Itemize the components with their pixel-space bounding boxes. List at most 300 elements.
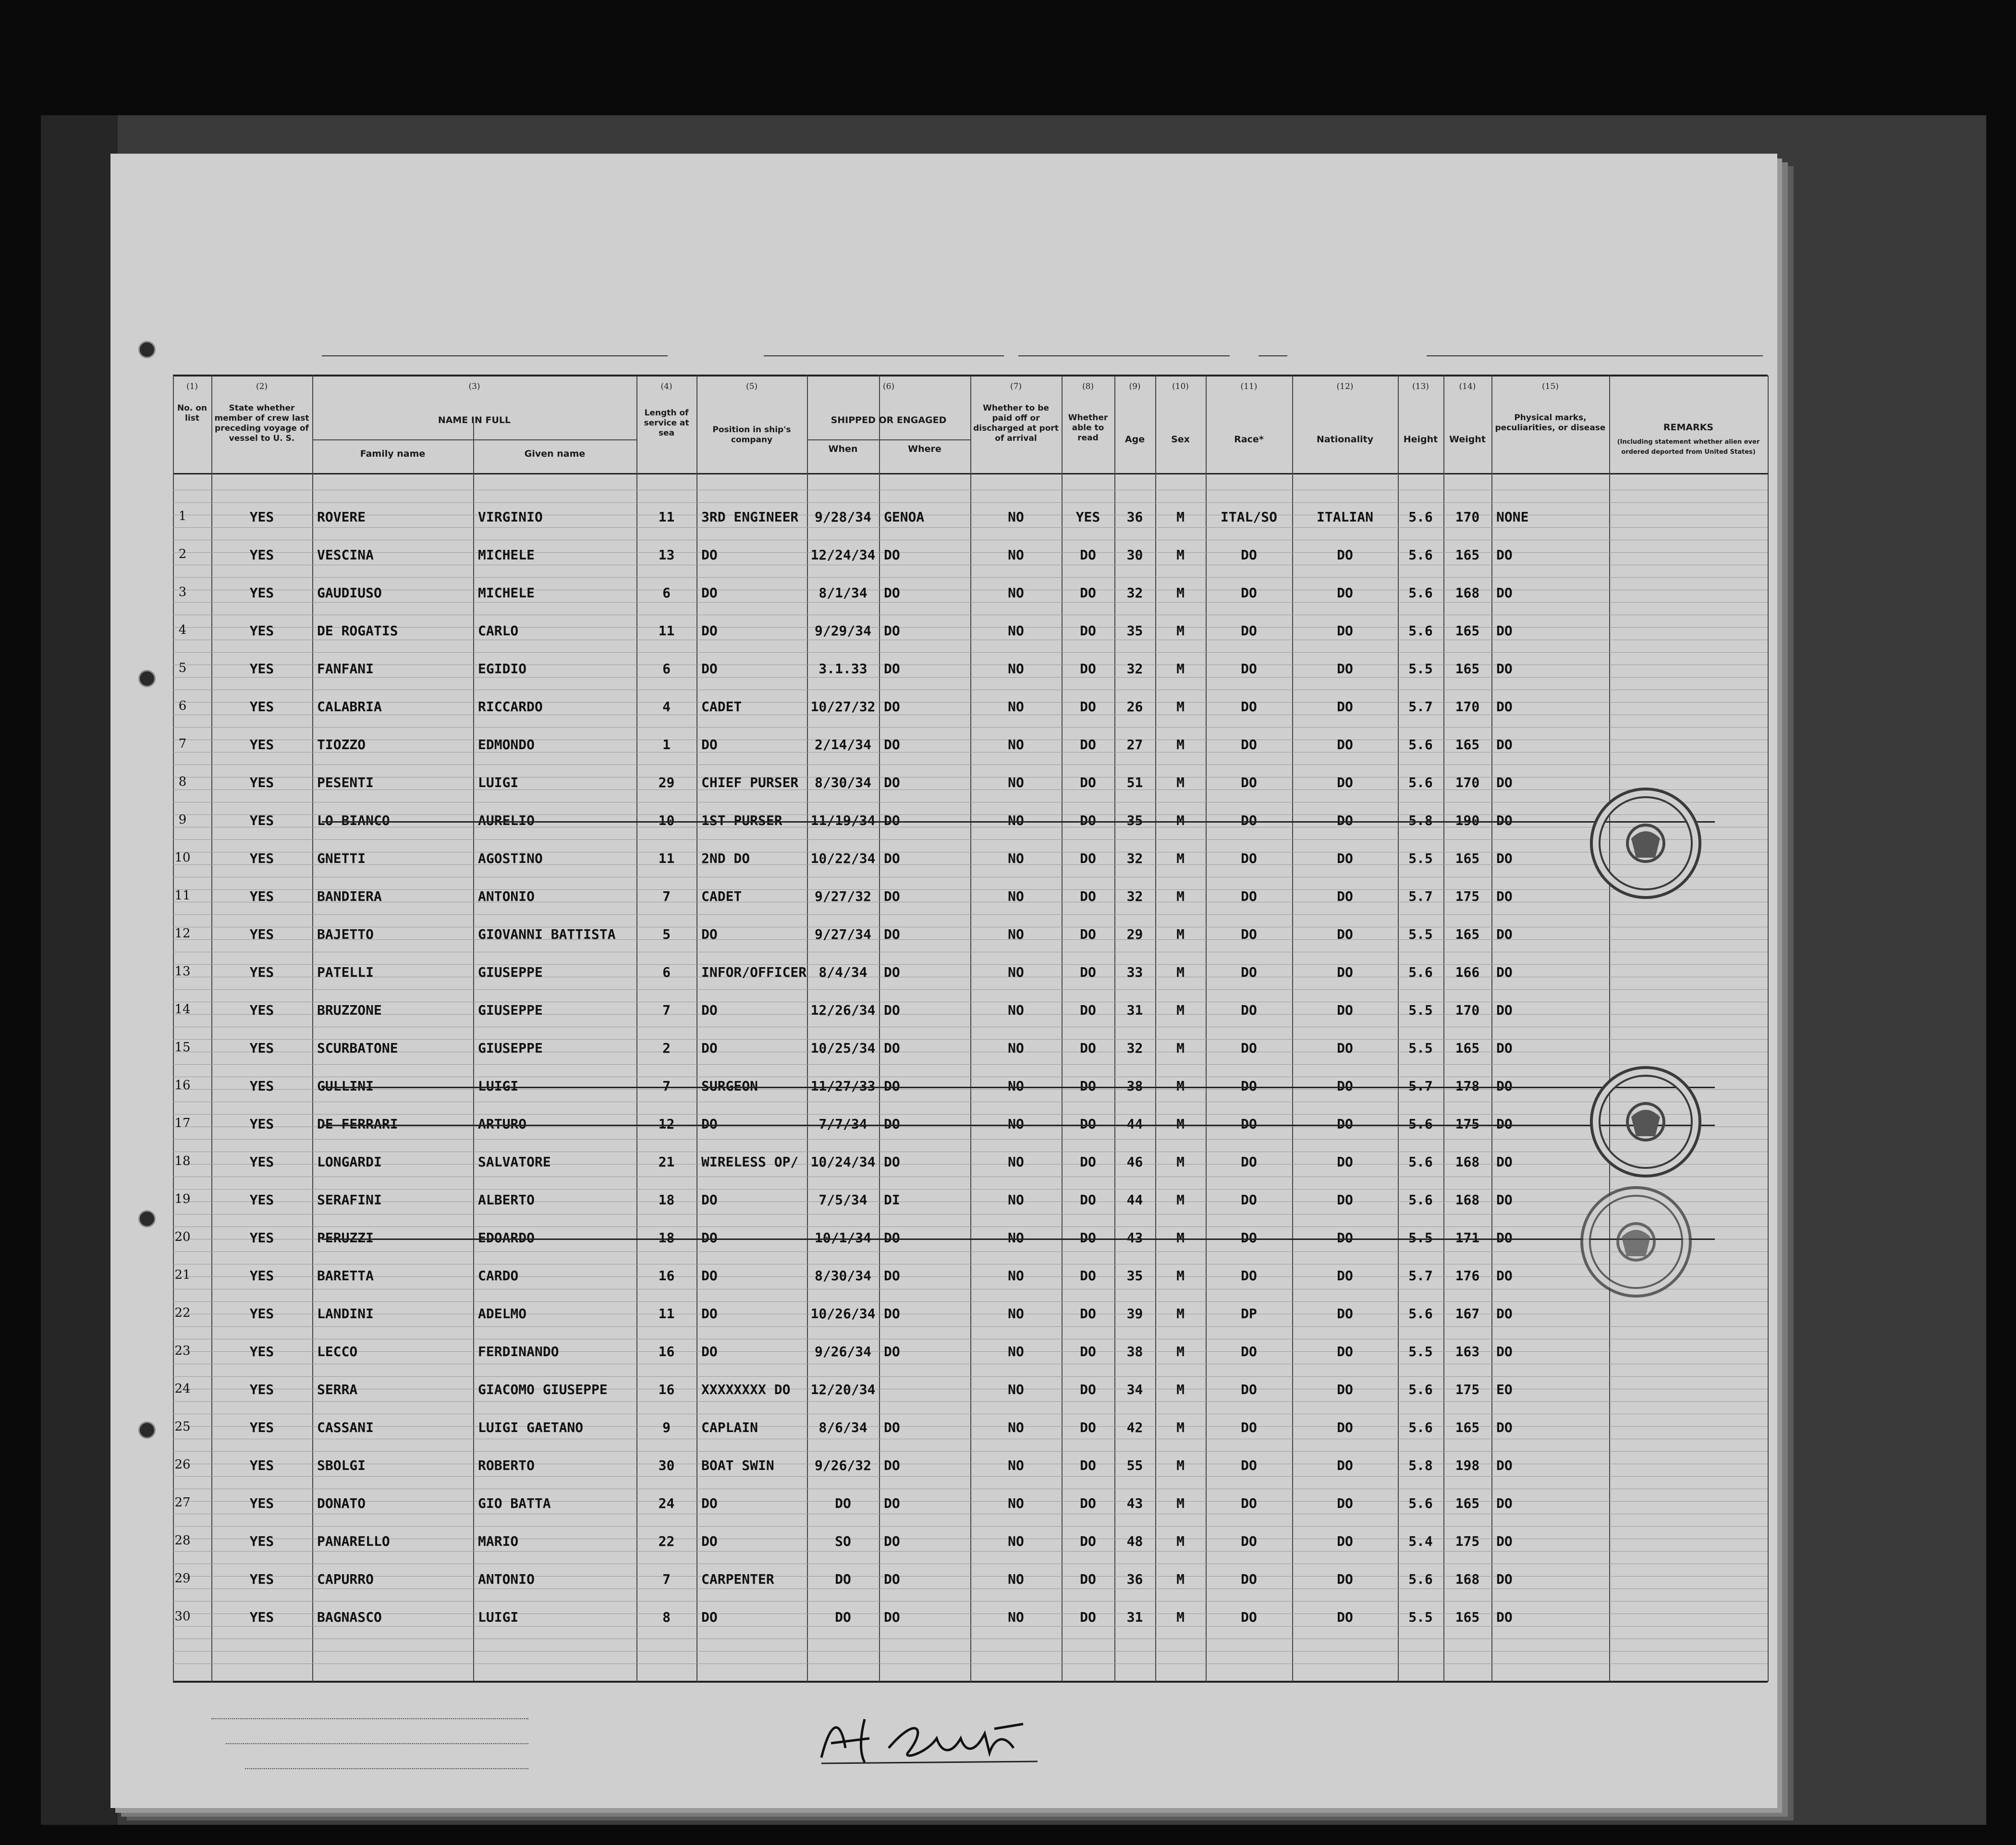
cell-len: 11	[658, 1306, 675, 1322]
cell-nat: DO	[1337, 850, 1353, 866]
cell-yes: YES	[249, 1609, 274, 1625]
cell-where: DO	[884, 888, 900, 904]
cell-wt: 165	[1455, 1040, 1480, 1056]
cell-nat: DO	[1337, 1457, 1353, 1473]
cell-no: 10	[174, 850, 191, 865]
cell-len: 7	[662, 888, 671, 904]
cell-pos: 1ST PURSER	[701, 813, 782, 828]
cell-family: SERRA	[317, 1382, 358, 1397]
cell-race: DO	[1241, 850, 1257, 866]
cell-no: 2	[178, 547, 187, 561]
cell-ht: 5.7	[1408, 1078, 1433, 1094]
cell-wt: 165	[1455, 661, 1480, 677]
cell-sex: M	[1176, 1533, 1185, 1549]
cell-where: DO	[884, 1040, 900, 1056]
column-number: (14)	[1459, 382, 1476, 391]
cell-paid: NO	[1008, 1344, 1024, 1359]
cell-where: DO	[884, 1116, 900, 1132]
cell-yes: YES	[249, 850, 274, 866]
cell-paid: NO	[1008, 585, 1024, 601]
punch-hole	[138, 670, 156, 687]
column-divider	[211, 376, 212, 1682]
cell-pos: DO	[701, 1192, 718, 1208]
header-remarks-sub: (Including statement whether alien ever ordered deported from United States)	[1617, 438, 1760, 456]
cell-ht: 5.6	[1408, 585, 1433, 601]
cell-read: DO	[1080, 699, 1096, 715]
cell-race: DO	[1241, 1268, 1257, 1284]
header-shipped-engaged: SHIPPED OR ENGAGED	[831, 415, 947, 425]
cell-where: DO	[884, 661, 900, 677]
cell-len: 13	[658, 547, 675, 563]
cell-sex: M	[1176, 1382, 1185, 1397]
cell-paid: NO	[1008, 509, 1024, 525]
cell-ht: 5.6	[1408, 1116, 1433, 1132]
cell-nat: DO	[1337, 1609, 1353, 1625]
ruled-line	[173, 1064, 1768, 1065]
cell-nat: DO	[1337, 1078, 1353, 1094]
cell-read: DO	[1080, 775, 1096, 790]
column-divider	[636, 376, 637, 1682]
cell-when: 10/26/34	[810, 1306, 876, 1322]
cell-paid: NO	[1008, 1040, 1024, 1056]
cell-given: MICHELE	[478, 585, 535, 601]
cell-pos: DO	[701, 1495, 718, 1511]
cell-family: BAGNASCO	[317, 1609, 382, 1625]
cell-family: LECCO	[317, 1344, 358, 1359]
cell-ht: 5.5	[1408, 1230, 1433, 1246]
ruled-line	[173, 1039, 1768, 1040]
cell-len: 18	[658, 1192, 675, 1208]
cell-where: DO	[884, 623, 900, 639]
cell-no: 15	[174, 1040, 191, 1055]
cell-paid: NO	[1008, 964, 1024, 980]
cell-race: DP	[1241, 1306, 1257, 1322]
cell-nat: DO	[1337, 1268, 1353, 1284]
cell-given: CARLO	[478, 623, 519, 639]
cell-nat: DO	[1337, 1192, 1353, 1208]
cell-given: EGIDIO	[478, 661, 527, 677]
cell-read: DO	[1080, 1230, 1096, 1246]
cell-ht: 5.6	[1408, 1571, 1433, 1587]
cell-where: DO	[884, 1344, 900, 1359]
cell-marks: DO	[1496, 1420, 1513, 1435]
cell-when: 11/27/33	[810, 1078, 876, 1094]
cell-family: PERUZZI	[317, 1230, 374, 1246]
ruled-line	[173, 602, 1768, 603]
cell-ht: 5.6	[1408, 547, 1433, 563]
column-number: (7)	[1010, 382, 1022, 391]
cell-marks: DO	[1496, 699, 1513, 715]
header-position: Position in ship's company	[712, 425, 791, 445]
cell-wt: 170	[1455, 509, 1480, 525]
cell-family: FANFANI	[317, 661, 374, 677]
consulate-stamp	[1590, 788, 1701, 899]
cell-race: DO	[1241, 813, 1257, 828]
cell-paid: NO	[1008, 1002, 1024, 1018]
punch-hole	[138, 1210, 156, 1227]
cell-no: 25	[174, 1420, 191, 1434]
cell-read: DO	[1080, 661, 1096, 677]
cell-marks: DO	[1496, 813, 1513, 828]
cell-read: DO	[1080, 926, 1096, 942]
ruled-line	[173, 1251, 1768, 1252]
cell-when: SO	[835, 1533, 851, 1549]
consulate-stamp	[1590, 1066, 1701, 1177]
cell-family: SBOLGI	[317, 1457, 366, 1473]
cell-yes: YES	[249, 1192, 274, 1208]
date-underline	[1018, 355, 1230, 356]
cell-paid: NO	[1008, 1382, 1024, 1397]
cell-when: 12/26/34	[810, 1002, 876, 1018]
cell-paid: NO	[1008, 661, 1024, 677]
cell-where: DO	[884, 1230, 900, 1246]
cell-age: 46	[1126, 1154, 1143, 1170]
cell-given: GIUSEPPE	[478, 964, 543, 980]
cell-sex: M	[1176, 964, 1185, 980]
cell-sex: M	[1176, 813, 1185, 828]
cell-wt: 165	[1455, 737, 1480, 753]
cell-wt: 175	[1455, 1533, 1480, 1549]
cell-when: 10/27/32	[810, 699, 876, 715]
cell-pos: DO	[701, 1609, 718, 1625]
cell-no: 5	[178, 661, 187, 675]
cell-given: LUIGI GAETANO	[478, 1420, 584, 1435]
cell-sex: M	[1176, 1344, 1185, 1359]
strike-through-line	[322, 821, 1715, 823]
cell-pos: DO	[701, 737, 718, 753]
cell-len: 10	[658, 813, 675, 828]
cell-sex: M	[1176, 1116, 1185, 1132]
cell-when: 9/27/32	[814, 888, 871, 904]
cell-race: DO	[1241, 1344, 1257, 1359]
cell-len: 6	[662, 964, 671, 980]
header-weight: Weight	[1449, 434, 1486, 445]
cell-paid: NO	[1008, 1609, 1024, 1625]
cell-len: 29	[658, 775, 675, 790]
cell-age: 44	[1126, 1116, 1143, 1132]
cell-pos: DO	[701, 661, 718, 677]
cell-race: DO	[1241, 1609, 1257, 1625]
cell-sex: M	[1176, 1192, 1185, 1208]
cell-when: 9/29/34	[814, 623, 871, 639]
cell-given: VIRGINIO	[478, 509, 543, 525]
column-number: (9)	[1129, 382, 1141, 391]
cell-read: DO	[1080, 1192, 1096, 1208]
cell-read: DO	[1080, 1344, 1096, 1359]
cell-len: 6	[662, 585, 671, 601]
cell-age: 32	[1126, 1040, 1143, 1056]
cell-age: 35	[1126, 1268, 1143, 1284]
cell-pos: CARPENTER	[701, 1571, 774, 1587]
cell-given: GIUSEPPE	[478, 1002, 543, 1018]
cell-family: GULLINI	[317, 1078, 374, 1094]
cell-pos: DO	[701, 1002, 718, 1018]
cell-age: 35	[1126, 813, 1143, 828]
header-nationality: Nationality	[1316, 434, 1374, 445]
cell-ht: 5.6	[1408, 1192, 1433, 1208]
cell-wt: 198	[1455, 1457, 1480, 1473]
cell-len: 1	[662, 737, 671, 753]
cell-family: VESCINA	[317, 547, 374, 563]
column-number: (11)	[1240, 382, 1258, 391]
cell-read: DO	[1080, 850, 1096, 866]
cell-marks: DO	[1496, 1116, 1513, 1132]
cell-sex: M	[1176, 1420, 1185, 1435]
cell-given: GIO BATTA	[478, 1495, 551, 1511]
cell-race: DO	[1241, 1154, 1257, 1170]
cell-when: DO	[835, 1495, 851, 1511]
column-divider	[312, 376, 313, 1682]
cell-given: ANTONIO	[478, 888, 535, 904]
cell-marks: DO	[1496, 1533, 1513, 1549]
column-divider	[1768, 376, 1769, 1682]
cell-yes: YES	[249, 1533, 274, 1549]
cell-read: DO	[1080, 964, 1096, 980]
cell-len: 16	[658, 1268, 675, 1284]
cell-wt: 168	[1455, 1154, 1480, 1170]
cell-ht: 5.6	[1408, 964, 1433, 980]
cell-no: 19	[174, 1192, 191, 1206]
cell-wt: 175	[1455, 888, 1480, 904]
cell-race: DO	[1241, 1040, 1257, 1056]
cell-nat: DO	[1337, 888, 1353, 904]
cell-pos: DO	[701, 1116, 718, 1132]
cell-age: 33	[1126, 964, 1143, 980]
cell-marks: DO	[1496, 737, 1513, 753]
cell-sex: M	[1176, 926, 1185, 942]
cell-paid: NO	[1008, 699, 1024, 715]
cell-marks: DO	[1496, 1192, 1513, 1208]
column-number: (5)	[745, 382, 758, 391]
cell-marks: EO	[1496, 1382, 1513, 1397]
cell-when: 7/7/34	[819, 1116, 867, 1132]
cell-paid: NO	[1008, 1533, 1024, 1549]
cell-read: DO	[1080, 1078, 1096, 1094]
cell-age: 48	[1126, 1533, 1143, 1549]
cell-read: DO	[1080, 585, 1096, 601]
cell-yes: YES	[249, 661, 274, 677]
cell-yes: YES	[249, 737, 274, 753]
cell-read: DO	[1080, 1609, 1096, 1625]
cell-race: DO	[1241, 1495, 1257, 1511]
cell-where: DO	[884, 964, 900, 980]
cell-len: 22	[658, 1533, 675, 1549]
cell-marks: DO	[1496, 1571, 1513, 1587]
year-underline	[1258, 355, 1287, 356]
cell-wt: 165	[1455, 1420, 1480, 1435]
cell-family: BANDIERA	[317, 888, 382, 904]
ruled-line	[173, 527, 1768, 528]
cell-marks: DO	[1496, 850, 1513, 866]
cell-ht: 5.8	[1408, 813, 1433, 828]
cell-yes: YES	[249, 1420, 274, 1435]
ruled-line	[173, 727, 1768, 728]
cell-read: DO	[1080, 547, 1096, 563]
cell-age: 43	[1126, 1230, 1143, 1246]
cell-paid: NO	[1008, 1078, 1024, 1094]
cell-yes: YES	[249, 775, 274, 790]
header-paid-off: Whether to be paid off or discharged at port of arrival	[973, 403, 1059, 443]
cell-where: DO	[884, 1420, 900, 1435]
eagle-seal-icon	[1593, 1069, 1698, 1175]
ruled-line	[173, 1376, 1768, 1377]
cell-race: DO	[1241, 547, 1257, 563]
cell-when: 9/26/34	[814, 1344, 871, 1359]
header-when: When	[828, 444, 858, 454]
cell-when: 9/26/32	[814, 1457, 871, 1473]
header-able-read: Whether able to read	[1068, 413, 1108, 443]
cell-when: 2/14/34	[814, 737, 871, 753]
cell-ht: 5.6	[1408, 509, 1433, 525]
cell-where: DO	[884, 1495, 900, 1511]
cell-yes: YES	[249, 623, 274, 639]
cell-ht: 5.6	[1408, 1154, 1433, 1170]
cell-ht: 5.5	[1408, 661, 1433, 677]
cell-sex: M	[1176, 699, 1185, 715]
cell-where: DO	[884, 1154, 900, 1170]
cell-given: LUIGI	[478, 775, 519, 790]
cell-race: ITAL/SO	[1220, 509, 1277, 525]
cell-family: BRUZZONE	[317, 1002, 382, 1018]
cell-yes: YES	[249, 1268, 274, 1284]
cell-family: PANARELLO	[317, 1533, 390, 1549]
cell-marks: DO	[1496, 775, 1513, 790]
consulate-stamp	[1580, 1186, 1692, 1298]
cell-pos: XXXXXXXX DO	[701, 1382, 791, 1397]
cell-age: 55	[1126, 1457, 1143, 1473]
cell-read: DO	[1080, 1268, 1096, 1284]
cell-no: 13	[174, 964, 191, 979]
cell-yes: YES	[249, 1495, 274, 1511]
cell-read: DO	[1080, 888, 1096, 904]
cell-wt: 168	[1455, 585, 1480, 601]
cell-where: DO	[884, 1533, 900, 1549]
cell-marks: DO	[1496, 1457, 1513, 1473]
cell-age: 44	[1126, 1192, 1143, 1208]
cell-race: DO	[1241, 1533, 1257, 1549]
ruled-line	[173, 1626, 1768, 1627]
cell-no: 18	[174, 1154, 191, 1168]
ruled-line	[173, 1326, 1768, 1327]
cell-paid: NO	[1008, 1306, 1024, 1322]
cell-where: DO	[884, 1609, 900, 1625]
cell-ht: 5.6	[1408, 737, 1433, 753]
header-where: Where	[908, 444, 941, 454]
cell-no: 23	[174, 1344, 191, 1358]
cell-wt: 170	[1455, 775, 1480, 790]
cell-family: SERAFINI	[317, 1192, 382, 1208]
cell-marks: DO	[1496, 926, 1513, 942]
cell-race: DO	[1241, 1002, 1257, 1018]
cell-marks: DO	[1496, 661, 1513, 677]
cell-family: BARETTA	[317, 1268, 374, 1284]
cell-when: 8/30/34	[814, 1268, 871, 1284]
cell-len: 7	[662, 1002, 671, 1018]
cell-ht: 5.8	[1408, 1457, 1433, 1473]
cell-read: DO	[1080, 813, 1096, 828]
cell-pos: DO	[701, 1533, 718, 1549]
cell-nat: DO	[1337, 1230, 1353, 1246]
cell-no: 24	[174, 1382, 191, 1396]
vessel-line	[269, 336, 1758, 360]
cell-age: 38	[1126, 1344, 1143, 1359]
cell-where: DO	[884, 737, 900, 753]
agents-field	[245, 1768, 528, 1769]
cell-age: 43	[1126, 1495, 1143, 1511]
cell-no: 27	[174, 1495, 191, 1510]
cell-when: 9/28/34	[814, 509, 871, 525]
cell-sex: M	[1176, 547, 1185, 563]
cell-paid: NO	[1008, 547, 1024, 563]
cell-no: 28	[174, 1533, 191, 1548]
cell-len: 8	[662, 1609, 671, 1625]
cell-when: DO	[835, 1609, 851, 1625]
cell-len: 16	[658, 1344, 675, 1359]
cell-read: DO	[1080, 1002, 1096, 1018]
cell-when: 8/30/34	[814, 775, 871, 790]
cell-pos: DO	[701, 1268, 718, 1284]
cell-read: DO	[1080, 1382, 1096, 1397]
cell-where: DO	[884, 1002, 900, 1018]
cell-age: 36	[1126, 1571, 1143, 1587]
header-race: Race*	[1234, 434, 1264, 445]
cell-where: DO	[884, 926, 900, 942]
cell-sex: M	[1176, 1571, 1185, 1587]
cell-marks: DO	[1496, 585, 1513, 601]
cell-race: DO	[1241, 737, 1257, 753]
cell-no: 12	[174, 926, 191, 941]
cell-given: LUIGI	[478, 1078, 519, 1094]
header-family-name: Family name	[360, 449, 426, 459]
cell-sex: M	[1176, 850, 1185, 866]
cell-paid: NO	[1008, 888, 1024, 904]
ruled-line	[173, 1451, 1768, 1452]
strike-through-line	[322, 1238, 1715, 1240]
ruled-line	[173, 652, 1768, 653]
cell-age: 35	[1126, 623, 1143, 639]
column-number: (15)	[1542, 382, 1559, 391]
cell-paid: NO	[1008, 850, 1024, 866]
column-divider	[1609, 376, 1610, 1682]
cell-age: 36	[1126, 509, 1143, 525]
header-state-member: State whether member of crew last preceding voyage of vessel to U. S.	[214, 403, 309, 443]
cell-nat: DO	[1337, 699, 1353, 715]
cell-marks: DO	[1496, 1040, 1513, 1056]
cell-where: DO	[884, 1457, 900, 1473]
cell-age: 27	[1126, 737, 1143, 753]
cell-given: SALVATORE	[478, 1154, 551, 1170]
column-number: (3)	[468, 382, 480, 391]
cell-when: 8/1/34	[819, 585, 867, 601]
cell-read: DO	[1080, 1040, 1096, 1056]
cell-pos: DO	[701, 547, 718, 563]
cell-pos: DO	[701, 623, 718, 639]
cell-wt: 170	[1455, 1002, 1480, 1018]
cell-pos: SURGEON	[701, 1078, 758, 1094]
header-length-service: Length of service at sea	[644, 408, 689, 438]
cell-given: ARTURO	[478, 1116, 527, 1132]
cell-sex: M	[1176, 1002, 1185, 1018]
cell-where: GENOA	[884, 509, 925, 525]
ruled-line	[173, 502, 1768, 503]
cell-family: CALABRIA	[317, 699, 382, 715]
cell-family: DE ROGATIS	[317, 623, 398, 639]
cell-nat: ITALIAN	[1316, 509, 1373, 525]
cell-pos: CADET	[701, 888, 742, 904]
cell-ht: 5.4	[1408, 1533, 1433, 1549]
strike-through-line	[322, 1125, 1715, 1126]
cell-no: 17	[174, 1116, 191, 1130]
